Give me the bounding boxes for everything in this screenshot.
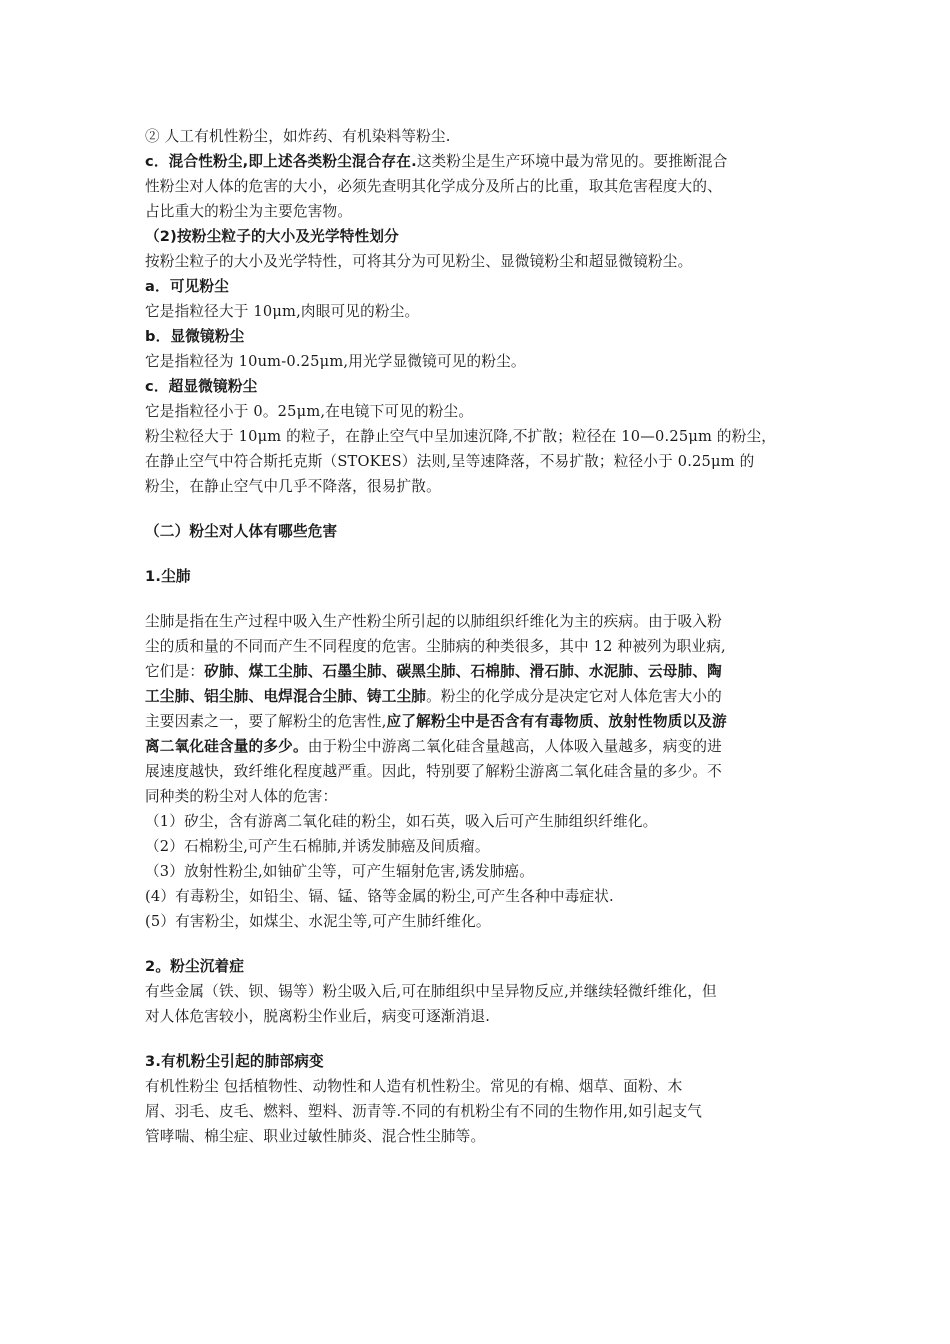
text-line: 展速度越快，致纤维化程度越严重。因此，特别要了解粉尘游离二氧化硅含量的多少。不 <box>145 763 722 780</box>
text-line: ② 人工有机性粉尘，如炸药、有机染料等粉尘. <box>145 128 451 145</box>
text-line: 它是指粒径小于 0。25μm,在电镜下可见的粉尘。 <box>145 403 474 420</box>
list-item: （1）矽尘，含有游离二氧化硅的粉尘，如石英，吸入后可产生肺组织纤维化。 <box>145 813 658 830</box>
text-line: 尘肺是指在生产过程中吸入生产性粉尘所引起的以肺组织纤维化为主的疾病。由于吸入粉 <box>145 613 722 630</box>
heading-organic-dust: 3.有机粉尘引起的肺部病变 <box>145 1053 324 1070</box>
text-span: 这类粉尘是生产环境中最为常见的。要推断混合 <box>416 153 728 170</box>
text-line <box>145 684 817 709</box>
bold-term: 离二氧化硅含量的多少。 <box>145 738 308 755</box>
text-line: 性粉尘对人体的危害的大小，必须先查明其化学成分及所占的比重，取其危害程度大的、 <box>145 178 722 195</box>
text-line: 按粉尘粒子的大小及光学特性，可将其分为可见粉尘、显微镜粉尘和超显微镜粉尘。 <box>145 253 693 270</box>
text-span: 。粉尘的化学成分是决定它对人体危害大小的 <box>426 688 722 705</box>
bold-term: 矽肺、煤工尘肺、石墨尘肺、碳黑尘肺、石棉肺、滑石肺、水泥肺、云母肺、陶 <box>204 663 722 680</box>
text-line: 同种类的粉尘对人体的危害： <box>145 788 338 805</box>
text-line: 有机性粉尘 包括植物性、动物性和人造有机性粉尘。常见的有棉、烟草、面粉、木 <box>145 1078 683 1095</box>
text-line: 管哮喘、棉尘症、职业过敏性肺炎、混合性尘肺等。 <box>145 1128 486 1145</box>
bold-term: 应了解粉尘中是否含有有毒物质、放射性物质以及游 <box>386 713 727 730</box>
text-line <box>145 659 817 684</box>
list-item: (4）有毒粉尘，如铅尘、镉、锰、铬等金属的粉尘,可产生各种中毒症状. <box>145 888 614 905</box>
text-span: 主要因素之一，要了解粉尘的危害性, <box>145 713 387 730</box>
text-line: 尘的质和量的不同而产生不同程度的危害。尘肺病的种类很多，其中 12 种被列为职业病, <box>145 638 726 655</box>
subheading-visible-dust: a．可见粉尘 <box>145 278 230 295</box>
text-line: 粉尘，在静止空气中几乎不降落，很易扩散。 <box>145 478 441 495</box>
text-line <box>145 709 817 734</box>
list-item: （2）石棉粉尘,可产生石棉肺,并诱发肺癌及间质瘤。 <box>145 838 490 855</box>
heading-pneumoconiosis: 1.尘肺 <box>145 568 191 585</box>
text-span: 它们是： <box>145 663 205 680</box>
heading-dust-deposition: 2。粉尘沉着症 <box>145 958 245 975</box>
text-line: 它是指粒径为 10um-0.25μm,用光学显微镜可见的粉尘。 <box>145 353 526 370</box>
text-line: 对人体危害较小，脱离粉尘作业后，病变可逐渐消退. <box>145 1008 491 1025</box>
text-line: 它是指粒径大于 10μm,肉眼可见的粉尘。 <box>145 303 420 320</box>
section-heading-hazards: （二）粉尘对人体有哪些危害 <box>145 523 338 540</box>
text-line: 占比重大的粉尘为主要危害物。 <box>145 203 353 220</box>
subheading-ultramicroscope-dust: c．超显微镜粉尘 <box>145 378 258 395</box>
text-line <box>145 734 817 759</box>
list-item: (5）有害粉尘，如煤尘、水泥尘等,可产生肺纤维化。 <box>145 913 491 930</box>
section-heading-size: （2)按粉尘粒子的大小及光学特性划分 <box>145 228 399 245</box>
text-span: 由于粉尘中游离二氧化硅含量越高，人体吸入量越多，病变的进 <box>307 738 722 755</box>
bold-term: 工尘肺、铝尘肺、电焊混合尘肺、铸工尘肺 <box>145 688 427 705</box>
text-line: 粉尘粒径大于 10μm 的粒子，在静止空气中呈加速沉降,不扩散；粒径在 10—0.25μm 的粉尘， <box>145 428 777 445</box>
bold-term: c．混合性粉尘,即上述各类粉尘混合存在. <box>145 153 417 170</box>
subheading-microscope-dust: b．显微镜粉尘 <box>145 328 245 345</box>
text-line: 屑、羽毛、皮毛、燃料、塑料、沥青等.不同的有机粉尘有不同的生物作用,如引起支气 <box>145 1103 703 1120</box>
text-line: 在静止空气中符合斯托克斯（STOKES）法则,呈等速降落，不易扩散；粒径小于 0.25μm 的 <box>145 453 755 470</box>
list-item: （3）放射性粉尘,如铀矿尘等，可产生辐射危害,诱发肺癌。 <box>145 863 535 880</box>
document-page <box>145 124 817 1149</box>
text-line <box>145 149 817 174</box>
text-line: 有些金属（铁、钡、锡等）粉尘吸入后,可在肺组织中呈异物反应,并继续轻微纤维化，但 <box>145 983 717 1000</box>
